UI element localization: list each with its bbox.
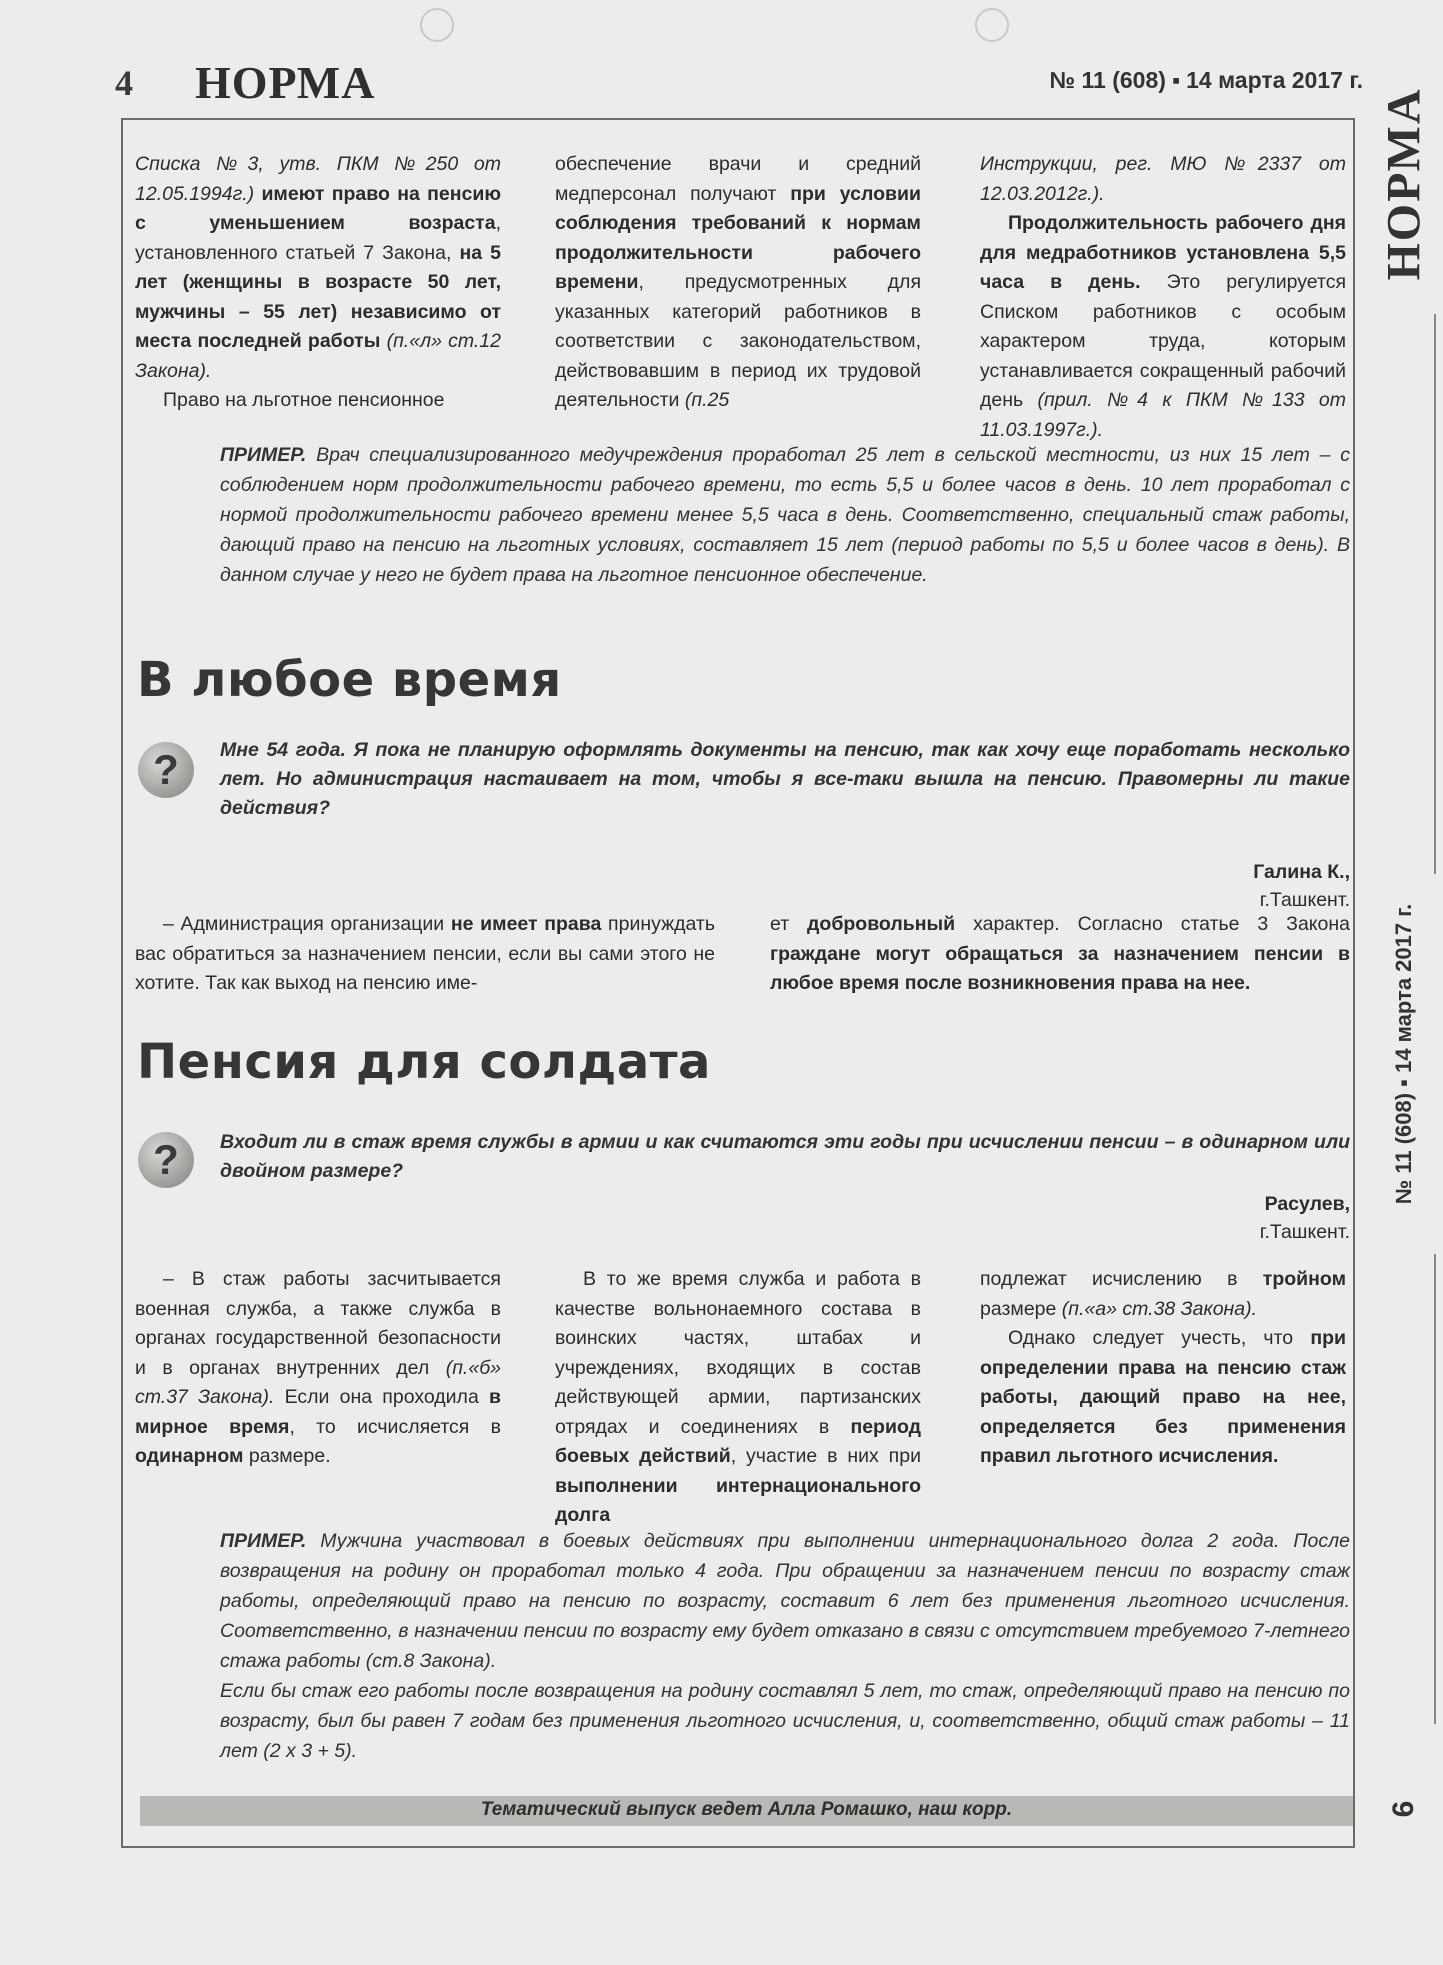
example-box-2 (220, 1526, 1350, 1766)
law-reference: Инструкции, рег. МЮ №2337 от 12.03.2012г.). (980, 153, 1346, 205)
side-divider-bottom (1434, 1254, 1436, 1724)
top-column-1 (135, 150, 501, 416)
top-col2-paragraph (555, 150, 921, 416)
top-col1-paragraph-1 (135, 150, 501, 386)
section-1-col2-paragraph (770, 910, 1350, 999)
section-1-headline: В любое время (137, 652, 562, 708)
emphasis-text: Продолжительность рабочего дня для медработников установлена 5,5 часа в день. (980, 212, 1346, 293)
body-text: размере (980, 1297, 1057, 1320)
question-mark-icon (138, 1132, 194, 1188)
section-2-column-2 (555, 1265, 921, 1531)
body-text: подлежат исчислению в (980, 1268, 1238, 1290)
law-reference: (п.«а» ст.38 Закона). (1061, 1297, 1258, 1320)
section-2-col2-paragraph (555, 1265, 921, 1531)
body-text: характер. Согласно статье 3 Закона (973, 913, 1350, 935)
law-reference: (прил. №4 к ПКМ №133 от 11.03.1997г.). (980, 389, 1346, 441)
footer-bar (140, 1796, 1353, 1826)
side-divider-top (1434, 314, 1436, 874)
question-glyph: ? (153, 746, 179, 793)
body-text: Если она проходила (284, 1386, 479, 1408)
law-reference: Списка №3, утв. ПКМ №250 от 12.05.1994г.) (135, 153, 501, 205)
top-col1-paragraph-2: Право на льготное пенсионное (163, 389, 445, 411)
emphasis-text: при условии соблюдения требований к нормам продолжительности рабочего времени (555, 182, 921, 293)
body-text: Однако следует учесть, что (1008, 1327, 1294, 1349)
emphasis-text: при определении права на пенсию стаж работы, дающий право на нее, определяется без применения правил льготного исчисления. (980, 1327, 1346, 1467)
example-body: Врач специализированного медучреждения проработал 25 лет в сельской местности, из них 15 лет – с соблюдением норм продолжительности рабочего времени, то есть 5,5 и более часов в день. 10 лет проработал с нормой продолжительности рабочего времени менее 5,5 часа в день. Соответственно, специальный стаж работы, дающий право на пенсию на льготных условиях, составляет 15 лет (период работы по 5,5 и более часов в день). В данном случае у него не будет права на льготное пенсионное обеспечение. (220, 444, 1350, 586)
section-1-question: Мне 54 года. Я пока не планирую оформлять документы на пенсию, так как хочу еще поработать несколько лет. Но администрация настаивает на том, чтобы я все-таки вышла на пенсию. Правомерны ли такие действия? (220, 739, 1350, 819)
body-text: , установленного статьей 7 Закона, (135, 212, 501, 264)
body-text: размере. (248, 1445, 331, 1467)
law-reference: (п.«л» ст.12 Закона). (135, 330, 502, 382)
issue-date: 14 марта 2017 г. (1186, 67, 1363, 93)
paper-name: НОРМА (195, 57, 376, 108)
body-text: , участие в них при (730, 1445, 921, 1467)
body-text: – В стаж работы засчитывается военная служба, а также служба в органах государственной безопасности и в органах внутренних дел (135, 1268, 501, 1379)
section-2-column-1 (135, 1265, 501, 1472)
section-2-col3-paragraph-2 (980, 1324, 1346, 1472)
body-text: , то исчисляется в (289, 1415, 501, 1438)
section-2-headline: Пенсия для солдата (137, 1034, 711, 1090)
body-text: В то же время служба и работа в качестве вольнонаемного состава в воинских частях, штабах и учреждениях, входящих в состав действующей армии, партизанских отрядах и соединениях в (555, 1268, 921, 1438)
section-1-column-2 (770, 910, 1350, 999)
emphasis-text: на 5 лет (женщины в возрасте 50 лет, мужчины – 55 лет) независимо от места последней работы (135, 241, 501, 352)
issue-separator: ▪ (1171, 67, 1181, 93)
side-paper-name: НОРМА (1377, 87, 1431, 281)
section-2-column-3 (980, 1265, 1346, 1472)
section-2-question: Входит ли в стаж время службы в армии и как считаются эти годы при исчислении пенсии – в одинарном или двойном размере? (220, 1131, 1350, 1182)
body-text: обеспечение врачи и средний медперсонал получают (555, 153, 921, 205)
author-name: Расулев, (1264, 1193, 1350, 1215)
section-1-author (1000, 858, 1350, 914)
footer-credit: Тематический выпуск ведет Алла Ромашко, наш корр. (480, 1799, 1013, 1820)
section-2-author (1000, 1190, 1350, 1246)
example-2-paragraph-1 (220, 1526, 1350, 1676)
author-city: г.Ташкент. (1259, 889, 1350, 911)
emphasis-text: добровольный (807, 913, 956, 935)
question-mark-icon (138, 742, 194, 798)
emphasis-text: граждане могут обращаться за назначением пенсии в любое время после возникновения права на нее. (770, 942, 1350, 994)
page-header (115, 54, 1363, 106)
top-column-3 (980, 150, 1346, 445)
example-2-paragraph-2: Если бы стаж его работы после возвращения на родину составлял 5 лет, то стаж, определяющий право на пенсию по возрасту, был бы равен 7 годам без применения льготного исчисления, и, соответственно, общий стаж работы – 11 лет (2 х 3 + 5). (220, 1680, 1350, 1762)
side-page-number: 6 (1387, 1800, 1420, 1818)
section-2-col3-paragraph-1 (980, 1265, 1346, 1324)
side-issue: № 11 (608) ▪ 14 марта 2017 г. (1391, 903, 1416, 1205)
emphasis-text: в мирное время (135, 1386, 501, 1438)
emphasis-text: тройном (1262, 1268, 1346, 1290)
body-text: принуждать вас обратиться за назначением пенсии, если вы сами этого не хотите. Так как выход на пенсию име- (135, 913, 716, 994)
law-reference: (п.25 (684, 389, 730, 411)
author-city: г.Ташкент. (1259, 1221, 1350, 1243)
side-margin (1372, 54, 1436, 1854)
scan-mark-right (975, 8, 1009, 42)
body-text: – Администрация организации (163, 913, 445, 935)
emphasis-text: период боевых действий (555, 1415, 921, 1467)
example-label: ПРИМЕР. (220, 1530, 307, 1552)
emphasis-text: одинарном (135, 1445, 244, 1467)
scan-mark-left (420, 8, 454, 42)
author-name: Галина К., (1253, 861, 1350, 883)
issue-info (1050, 67, 1364, 94)
example-1-text (220, 440, 1350, 590)
top-col3-paragraph (980, 209, 1346, 445)
example-box-1 (220, 440, 1350, 590)
body-text: Это регулируется Списком работников с особым характером труда, которым устанавливается сокращенный рабочий день (980, 271, 1347, 411)
body-text: , предусмотренных для указанных категорий работников в соответствии с законодательством, действовавшим в период их трудовой деятельности (555, 271, 921, 411)
top-column-2 (555, 150, 921, 416)
emphasis-text: выполнении интернационального долга (555, 1474, 921, 1526)
body-text: ет (770, 913, 790, 935)
example-label: ПРИМЕР. (220, 444, 307, 466)
issue-number: № 11 (608) (1049, 67, 1166, 93)
law-reference: (п.«б» ст.37 Закона). (135, 1356, 502, 1408)
emphasis-text: имеют право на пенсию с уменьшением возраста (135, 182, 502, 234)
section-1-column-1 (135, 910, 715, 999)
example-body: Мужчина участвовал в боевых действиях при выполнении интернационального долга 2 года. После возвращения на родину он проработал только 4 года. При обращении за назначением пенсии по возрасту стаж работы, определяющий право на пенсию по возрасту, составит 6 лет без применения льготного исчисления. Соответственно, в назначении пенсии по возрасту ему будет отказано в связи с отсутствием требуемого 7-летнего стажа работы (ст.8 Закона). (220, 1530, 1350, 1672)
section-2-col1-paragraph (135, 1265, 501, 1472)
emphasis-text: не имеет права (450, 913, 602, 935)
question-glyph: ? (153, 1136, 179, 1183)
page-number: 4 (115, 63, 133, 103)
section-1-col1-paragraph (135, 910, 715, 999)
